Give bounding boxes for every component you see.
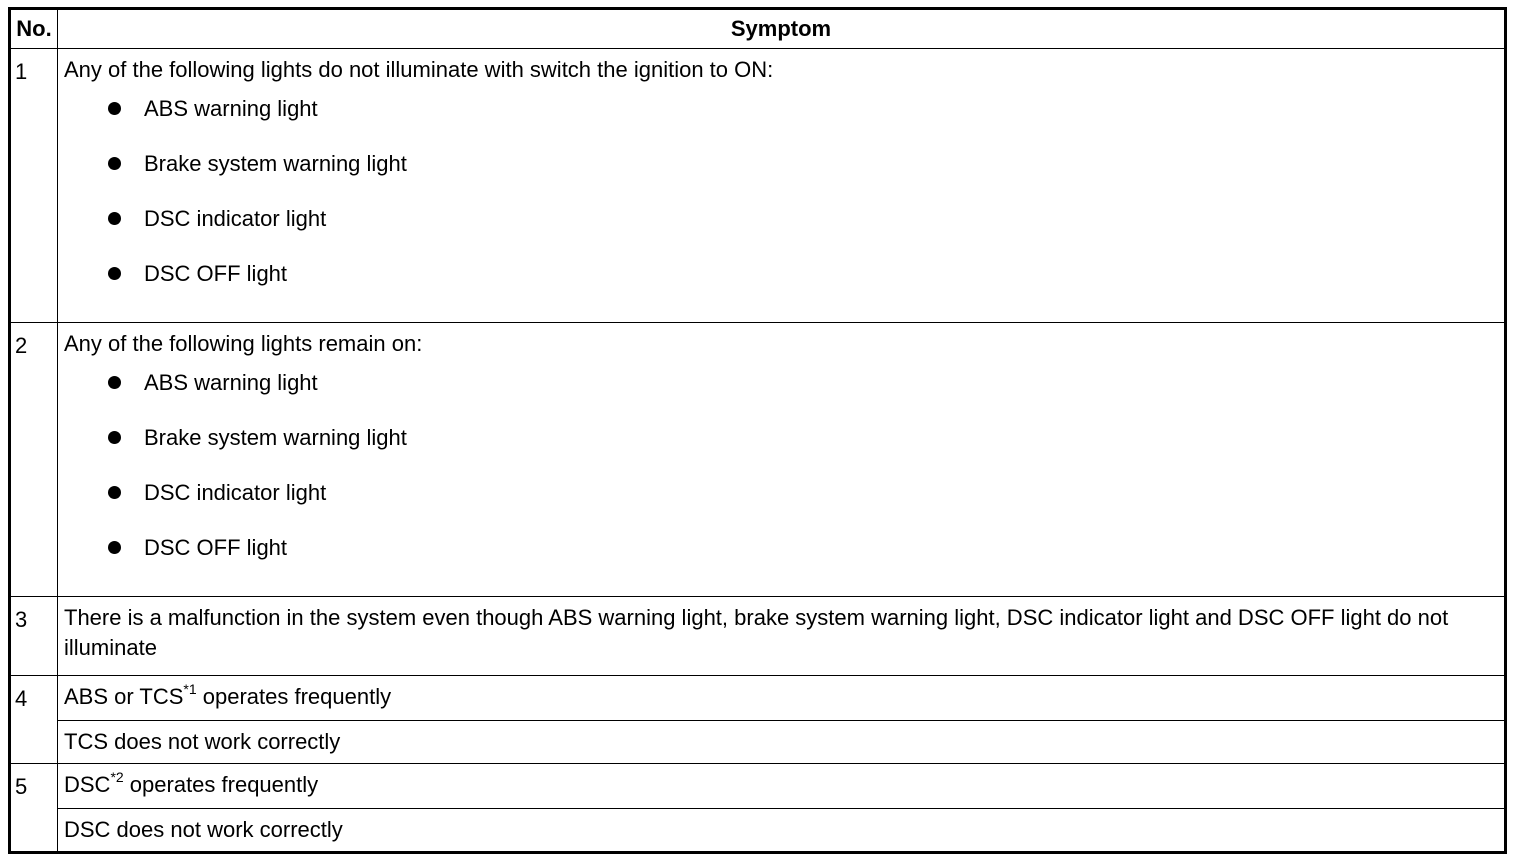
symptom-cell	[58, 764, 1506, 809]
header-no: No.	[10, 9, 58, 49]
row-number: 3	[10, 597, 58, 676]
bullet-icon	[108, 376, 121, 389]
bullet-icon	[108, 486, 121, 499]
list-item	[64, 478, 1504, 533]
table-row	[10, 597, 1506, 676]
row-number: 4	[10, 676, 58, 764]
light-list	[64, 368, 1504, 588]
symptom-text: DSC	[64, 772, 111, 797]
symptom-table	[8, 7, 1507, 854]
list-item-label: Brake system warning light	[144, 151, 407, 176]
bullet-icon	[108, 212, 121, 225]
symptom-text: operates frequently	[123, 772, 319, 797]
list-item	[64, 94, 1504, 149]
list-item-label: ABS warning light	[144, 370, 318, 395]
table-row	[10, 49, 1506, 323]
symptom-cell: DSC does not work correctly	[58, 809, 1506, 853]
list-item	[64, 259, 1504, 314]
symptom-cell	[58, 323, 1506, 597]
list-item	[64, 423, 1504, 478]
list-item-label: DSC OFF light	[144, 261, 288, 286]
list-item-label: DSC OFF light	[144, 535, 288, 560]
list-item-label: DSC indicator light	[144, 206, 327, 231]
symptom-cell: TCS does not work correctly	[58, 721, 1506, 764]
footnote-marker: *2	[110, 769, 124, 785]
list-item	[64, 204, 1504, 259]
row-number: 5	[10, 764, 58, 853]
list-item-label: Brake system warning light	[144, 425, 407, 450]
table-row	[10, 323, 1506, 597]
bullet-icon	[108, 102, 121, 115]
table-header-row	[10, 9, 1506, 49]
table-row	[10, 721, 1506, 764]
bullet-icon	[108, 267, 121, 280]
symptom-cell: There is a malfunction in the system even though ABS warning light, brake system warning light, DSC indicator light and DSC OFF light do not illuminate	[58, 597, 1506, 676]
table-row	[10, 764, 1506, 809]
table-row	[10, 676, 1506, 721]
list-item-label: DSC indicator light	[144, 480, 327, 505]
symptom-intro: Any of the following lights do not illuminate with switch the ignition to ON:	[64, 57, 774, 82]
list-item	[64, 149, 1504, 204]
symptom-text: ABS or TCS	[64, 684, 184, 709]
symptom-text: operates frequently	[196, 684, 392, 709]
list-item	[64, 368, 1504, 423]
bullet-icon	[108, 541, 121, 554]
symptom-cell	[58, 676, 1506, 721]
row-number: 2	[10, 323, 58, 597]
list-item	[64, 533, 1504, 588]
row-number: 1	[10, 49, 58, 323]
table-row	[10, 809, 1506, 853]
bullet-icon	[108, 431, 121, 444]
symptom-cell	[58, 49, 1506, 323]
header-symptom: Symptom	[58, 9, 1506, 49]
light-list	[64, 94, 1504, 314]
list-item-label: ABS warning light	[144, 96, 318, 121]
bullet-icon	[108, 157, 121, 170]
footnote-marker: *1	[183, 681, 197, 697]
symptom-intro: Any of the following lights remain on:	[64, 331, 423, 356]
